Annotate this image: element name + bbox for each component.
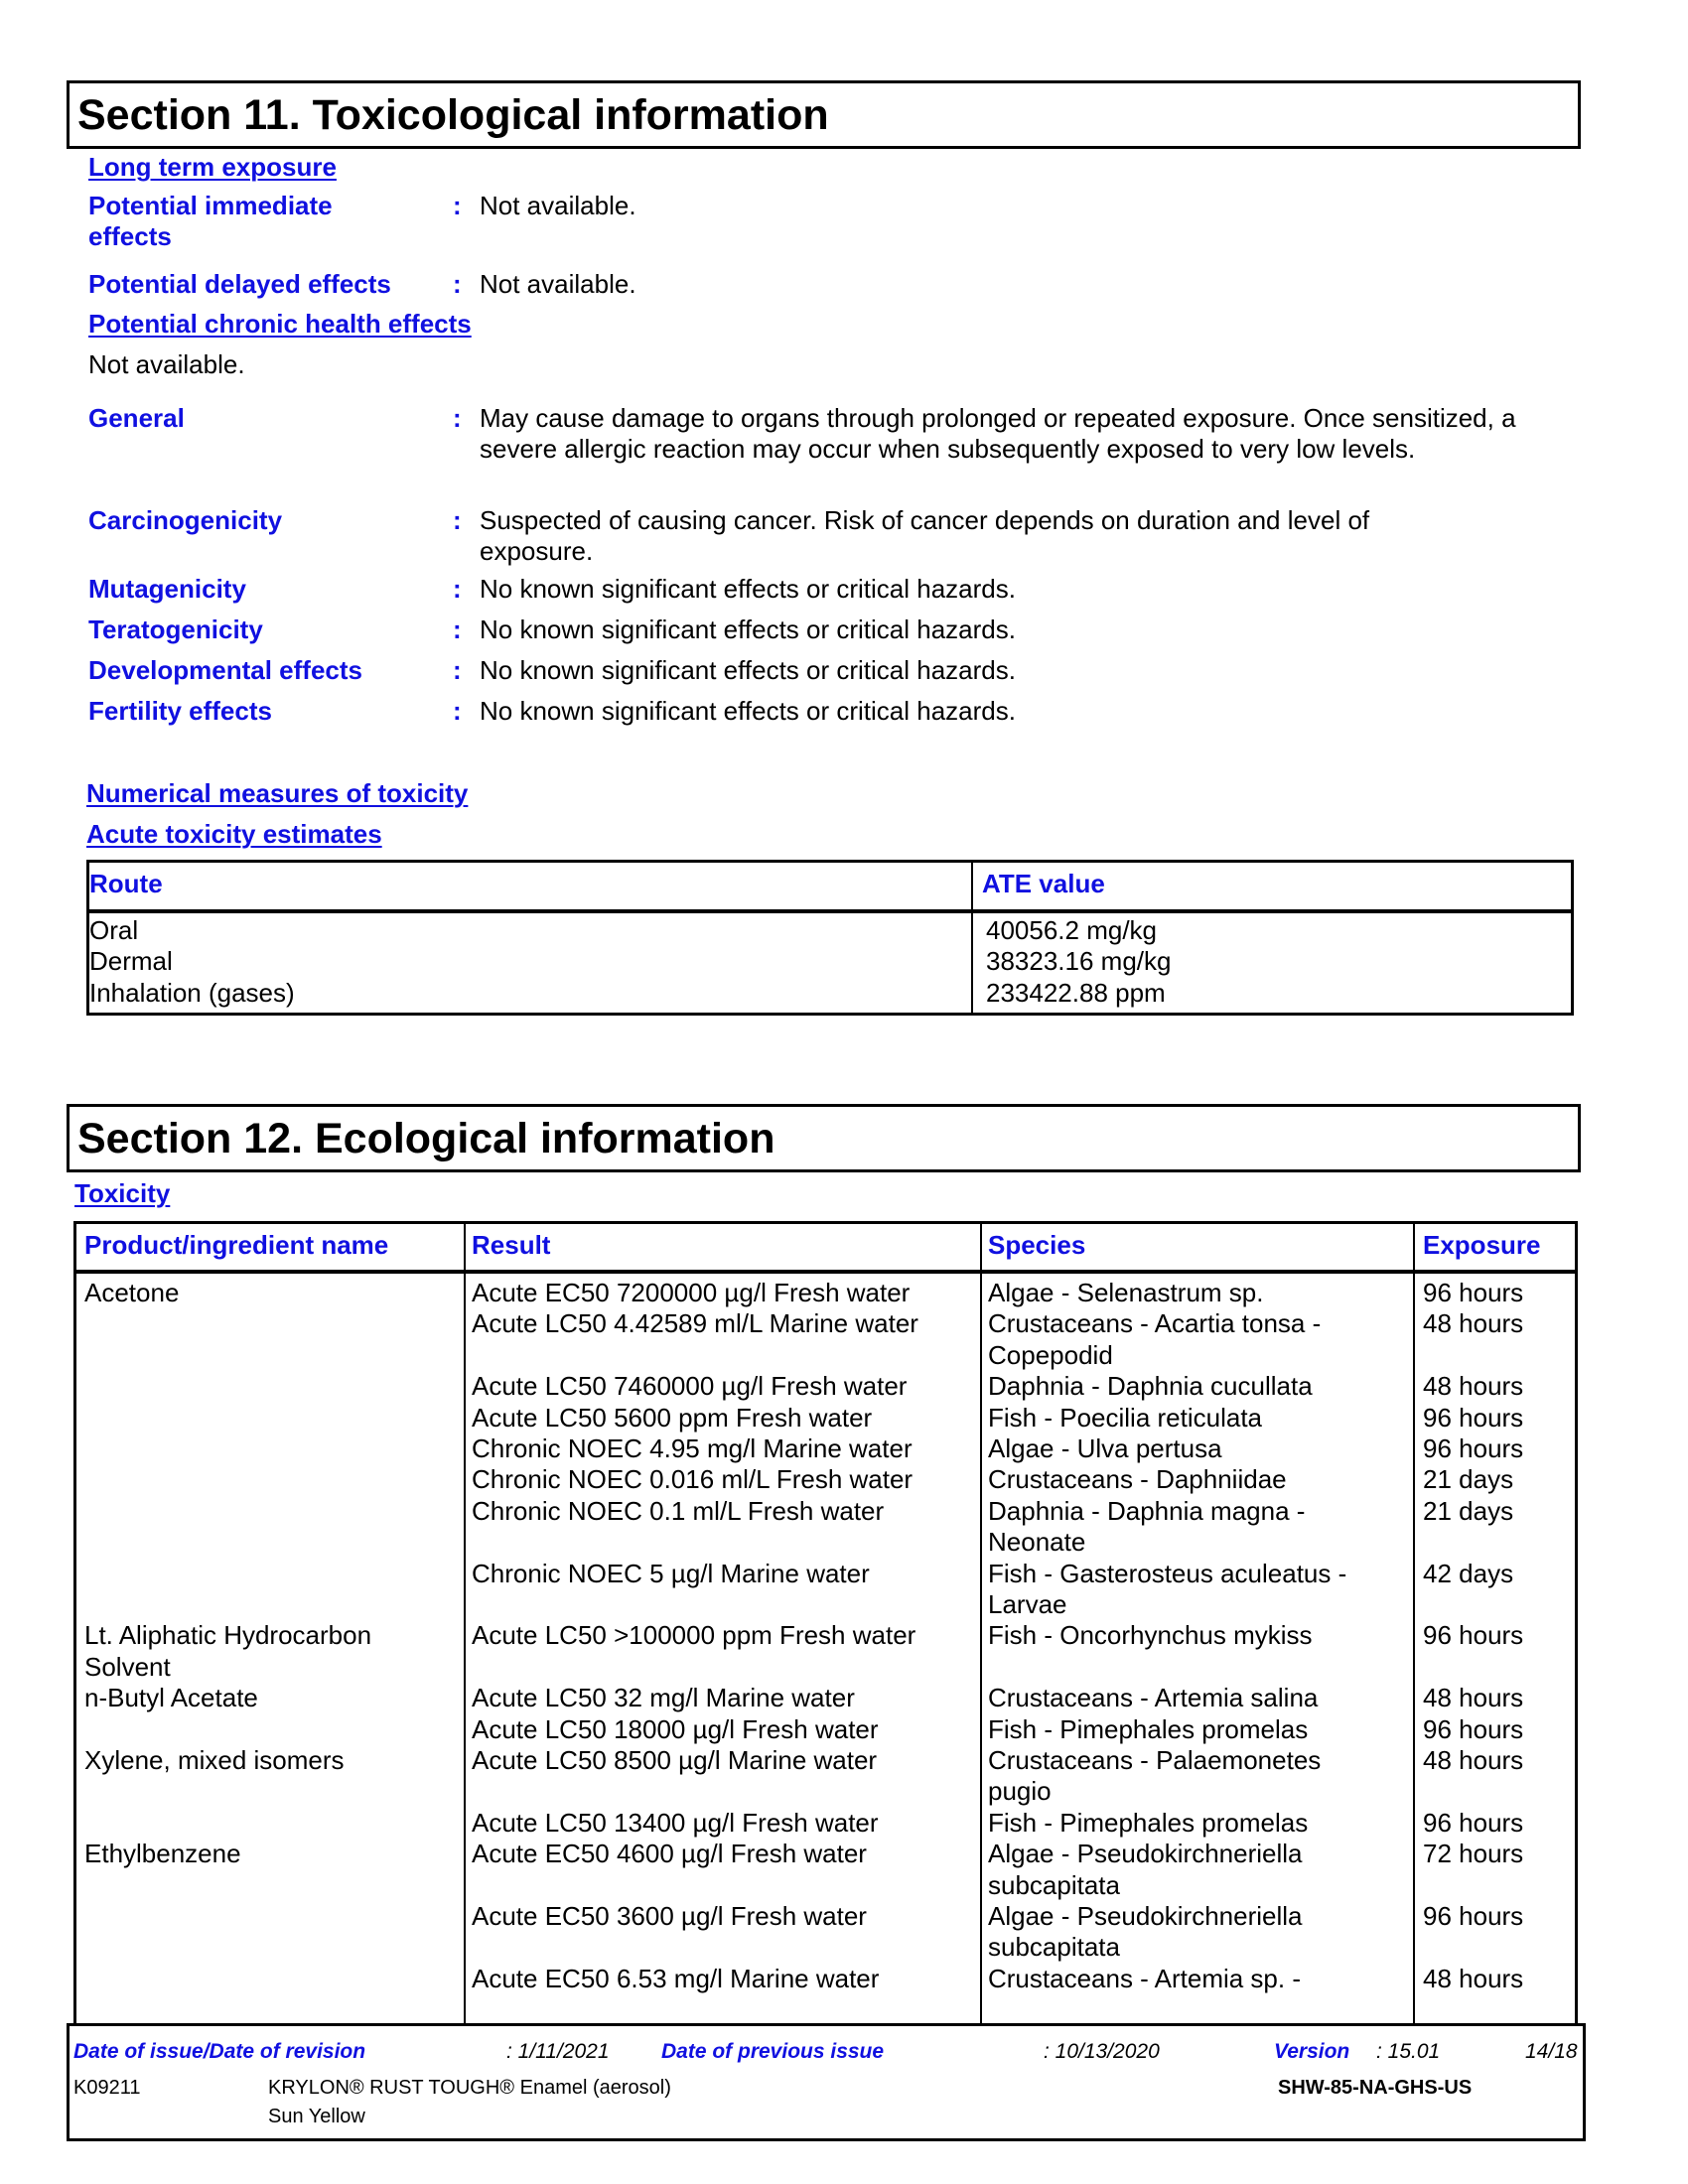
table-row <box>76 1496 1575 1559</box>
date-of-issue-value: : 1/11/2021 <box>506 2040 610 2063</box>
exposure: 48 hours <box>1423 1371 1524 1402</box>
tox-header-name: Product/ingredient name <box>84 1230 389 1260</box>
table-row <box>76 1901 1575 1964</box>
exposure: 96 hours <box>1423 1402 1524 1433</box>
colon: : <box>453 655 462 685</box>
tox-header-species: Species <box>988 1230 1086 1260</box>
exposure: 48 hours <box>1423 1683 1524 1713</box>
long-term-exposure-heading: Long term exposure <box>88 152 337 182</box>
tox-header-exposure: Exposure <box>1423 1230 1541 1260</box>
toxicity-heading: Toxicity <box>74 1178 171 1208</box>
ate-table <box>86 860 1574 1016</box>
section-12-title: Section 12. Ecological information <box>77 1115 775 1162</box>
ate-header-divider <box>89 909 1571 913</box>
table-row <box>76 1683 1575 1713</box>
tox-header-result: Result <box>472 1230 551 1260</box>
colon: : <box>453 505 462 535</box>
fertility-effects-label: Fertility effects <box>88 696 272 726</box>
page-number: 14/18 <box>1525 2040 1578 2063</box>
table-row <box>76 1371 1575 1402</box>
ate-value-column <box>986 915 1171 1009</box>
fertility-effects-value: No known significant effects or critical hazards. <box>480 696 1016 726</box>
species: Algae - Pseudokirchneriella subcapitata <box>988 1900 1303 1963</box>
ate-value-oral: 40056.2 mg/kg <box>986 915 1158 945</box>
result: Acute LC50 18000 µg/l Fresh water <box>472 1713 879 1744</box>
result: Acute EC50 4600 µg/l Fresh water <box>472 1839 867 1869</box>
species: Algae - Selenastrum sp. <box>988 1278 1264 1307</box>
result: Acute EC50 3600 µg/l Fresh water <box>472 1900 867 1931</box>
document-code: SHW-85-NA-GHS-US <box>1278 2077 1473 2099</box>
exposure: 96 hours <box>1423 1900 1524 1931</box>
ingredient-name: Xylene, mixed isomers <box>84 1744 345 1775</box>
ate-route-inhalation: Inhalation (gases) <box>89 977 295 1008</box>
table-row <box>76 1964 1575 2026</box>
mutagenicity-value: No known significant effects or critical hazards. <box>480 574 1016 604</box>
result: Acute LC50 7460000 µg/l Fresh water <box>472 1371 908 1402</box>
exposure: 21 days <box>1423 1495 1514 1526</box>
exposure: 48 hours <box>1423 1308 1524 1339</box>
numerical-measures-heading: Numerical measures of toxicity <box>86 778 469 808</box>
ate-value-dermal: 38323.16 mg/kg <box>986 946 1172 977</box>
exposure: 96 hours <box>1423 1620 1524 1651</box>
table-row <box>76 1808 1575 1839</box>
potential-delayed-effects-value: Not available. <box>480 269 636 299</box>
species: Crustaceans - Artemia sp. - <box>988 1963 1301 1993</box>
colon: : <box>453 574 462 604</box>
version-label: Version <box>1274 2040 1350 2063</box>
species: Fish - Pimephales promelas <box>988 1807 1309 1838</box>
teratogenicity-value: No known significant effects or critical hazards. <box>480 614 1016 644</box>
tox-header-divider <box>76 1270 1575 1274</box>
species: Crustaceans - Palaemonetes pugio <box>988 1744 1322 1807</box>
species: Daphnia - Daphnia cucullata <box>988 1371 1313 1402</box>
result: Acute LC50 13400 µg/l Fresh water <box>472 1807 879 1838</box>
exposure: 48 hours <box>1423 1744 1524 1775</box>
result: Chronic NOEC 0.016 ml/L Fresh water <box>472 1464 914 1495</box>
ingredient-name: Lt. Aliphatic Hydrocarbon Solvent <box>84 1620 372 1682</box>
ingredient-name: Acetone <box>84 1278 180 1307</box>
toxicity-table-body <box>76 1278 1575 2026</box>
ate-value-inhalation: 233422.88 ppm <box>986 977 1166 1008</box>
colon: : <box>453 269 462 299</box>
carcinogenicity-value: Suspected of causing cancer. Risk of cancer depends on duration and level of exposure. <box>480 505 1370 567</box>
general-value: May cause damage to organs through prolonged or repeated exposure. Once sensitized, a severe allergic reaction may occur when subsequently exposed to very low levels. <box>480 403 1516 465</box>
page-footer <box>67 2023 1586 2141</box>
species: Crustaceans - Acartia tonsa - Copepodid <box>988 1308 1322 1370</box>
exposure: 96 hours <box>1423 1713 1524 1744</box>
developmental-effects-label: Developmental effects <box>88 655 362 685</box>
exposure: 21 days <box>1423 1464 1514 1495</box>
colon: : <box>453 696 462 726</box>
table-row <box>76 1464 1575 1495</box>
result: Chronic NOEC 0.1 ml/L Fresh water <box>472 1495 885 1526</box>
table-row <box>76 1278 1575 1308</box>
species: Daphnia - Daphnia magna - Neonate <box>988 1495 1306 1558</box>
carcinogenicity-label: Carcinogenicity <box>88 505 283 535</box>
species: Crustaceans - Artemia salina <box>988 1683 1319 1713</box>
potential-immediate-effects-label: Potential immediate effects <box>88 191 333 251</box>
acute-toxicity-estimates-heading: Acute toxicity estimates <box>86 819 382 849</box>
ate-header-route: Route <box>89 869 163 898</box>
ate-route-oral: Oral <box>89 915 139 945</box>
exposure: 72 hours <box>1423 1839 1524 1869</box>
product-code: K09211 <box>73 2077 141 2099</box>
ate-header-value: ATE value <box>982 869 1105 898</box>
table-row <box>76 1620 1575 1683</box>
ingredient-name: n-Butyl Acetate <box>84 1683 258 1713</box>
result: Acute EC50 6.53 mg/l Marine water <box>472 1963 880 1993</box>
species: Fish - Gasterosteus aculeatus - Larvae <box>988 1558 1347 1619</box>
result: Chronic NOEC 4.95 mg/l Marine water <box>472 1433 913 1463</box>
exposure: 42 days <box>1423 1558 1514 1588</box>
date-of-previous-issue-value: : 10/13/2020 <box>1044 2040 1160 2063</box>
ate-route-dermal: Dermal <box>89 946 173 977</box>
colon: : <box>453 614 462 644</box>
result: Acute LC50 5600 ppm Fresh water <box>472 1402 873 1433</box>
table-row <box>76 1433 1575 1464</box>
table-row <box>76 1714 1575 1745</box>
species: Fish - Oncorhynchus mykiss <box>988 1620 1313 1651</box>
potential-delayed-effects-label: Potential delayed effects <box>88 269 391 299</box>
chronic-health-effects-heading: Potential chronic health effects <box>88 309 472 339</box>
date-of-previous-issue-label: Date of previous issue <box>661 2040 885 2063</box>
result: Acute LC50 4.42589 ml/L Marine water <box>472 1308 918 1339</box>
exposure: 96 hours <box>1423 1433 1524 1463</box>
result: Acute EC50 7200000 µg/l Fresh water <box>472 1278 911 1307</box>
result: Acute LC50 >100000 ppm Fresh water <box>472 1620 916 1651</box>
toxicity-table <box>73 1221 1578 2025</box>
species: Fish - Poecilia reticulata <box>988 1402 1262 1433</box>
teratogenicity-label: Teratogenicity <box>88 614 263 644</box>
table-row <box>76 1403 1575 1433</box>
species: Crustaceans - Daphniidae <box>988 1464 1287 1495</box>
colon: : <box>453 403 462 433</box>
section-11-header <box>67 80 1581 149</box>
result: Acute LC50 8500 µg/l Marine water <box>472 1744 878 1775</box>
mutagenicity-label: Mutagenicity <box>88 574 246 604</box>
version-value: : 15.01 <box>1376 2040 1441 2063</box>
species: Fish - Pimephales promelas <box>988 1713 1309 1744</box>
result: Chronic NOEC 5 µg/l Marine water <box>472 1558 870 1588</box>
product-variant: Sun Yellow <box>268 2106 365 2127</box>
ate-route-column <box>89 915 295 1009</box>
table-row <box>76 1839 1575 1901</box>
product-name: KRYLON® RUST TOUGH® Enamel (aerosol) <box>268 2077 671 2099</box>
section-12-header <box>67 1104 1581 1172</box>
table-row <box>76 1559 1575 1621</box>
exposure: 96 hours <box>1423 1807 1524 1838</box>
potential-immediate-effects-value: Not available. <box>480 191 636 220</box>
ingredient-name: Ethylbenzene <box>84 1839 241 1869</box>
species: Algae - Ulva pertusa <box>988 1433 1222 1463</box>
colon: : <box>453 191 462 220</box>
exposure: 48 hours <box>1423 1963 1524 1993</box>
developmental-effects-value: No known significant effects or critical hazards. <box>480 655 1016 685</box>
ate-column-divider <box>971 863 973 1013</box>
table-row <box>76 1745 1575 1808</box>
section-11-title: Section 11. Toxicological information <box>77 91 829 139</box>
exposure: 96 hours <box>1423 1278 1524 1307</box>
table-row <box>76 1308 1575 1371</box>
chronic-health-effects-value: Not available. <box>88 349 245 379</box>
date-of-issue-label: Date of issue/Date of revision <box>73 2040 366 2063</box>
general-label: General <box>88 403 185 433</box>
result: Acute LC50 32 mg/l Marine water <box>472 1683 855 1713</box>
species: Algae - Pseudokirchneriella subcapitata <box>988 1839 1303 1900</box>
